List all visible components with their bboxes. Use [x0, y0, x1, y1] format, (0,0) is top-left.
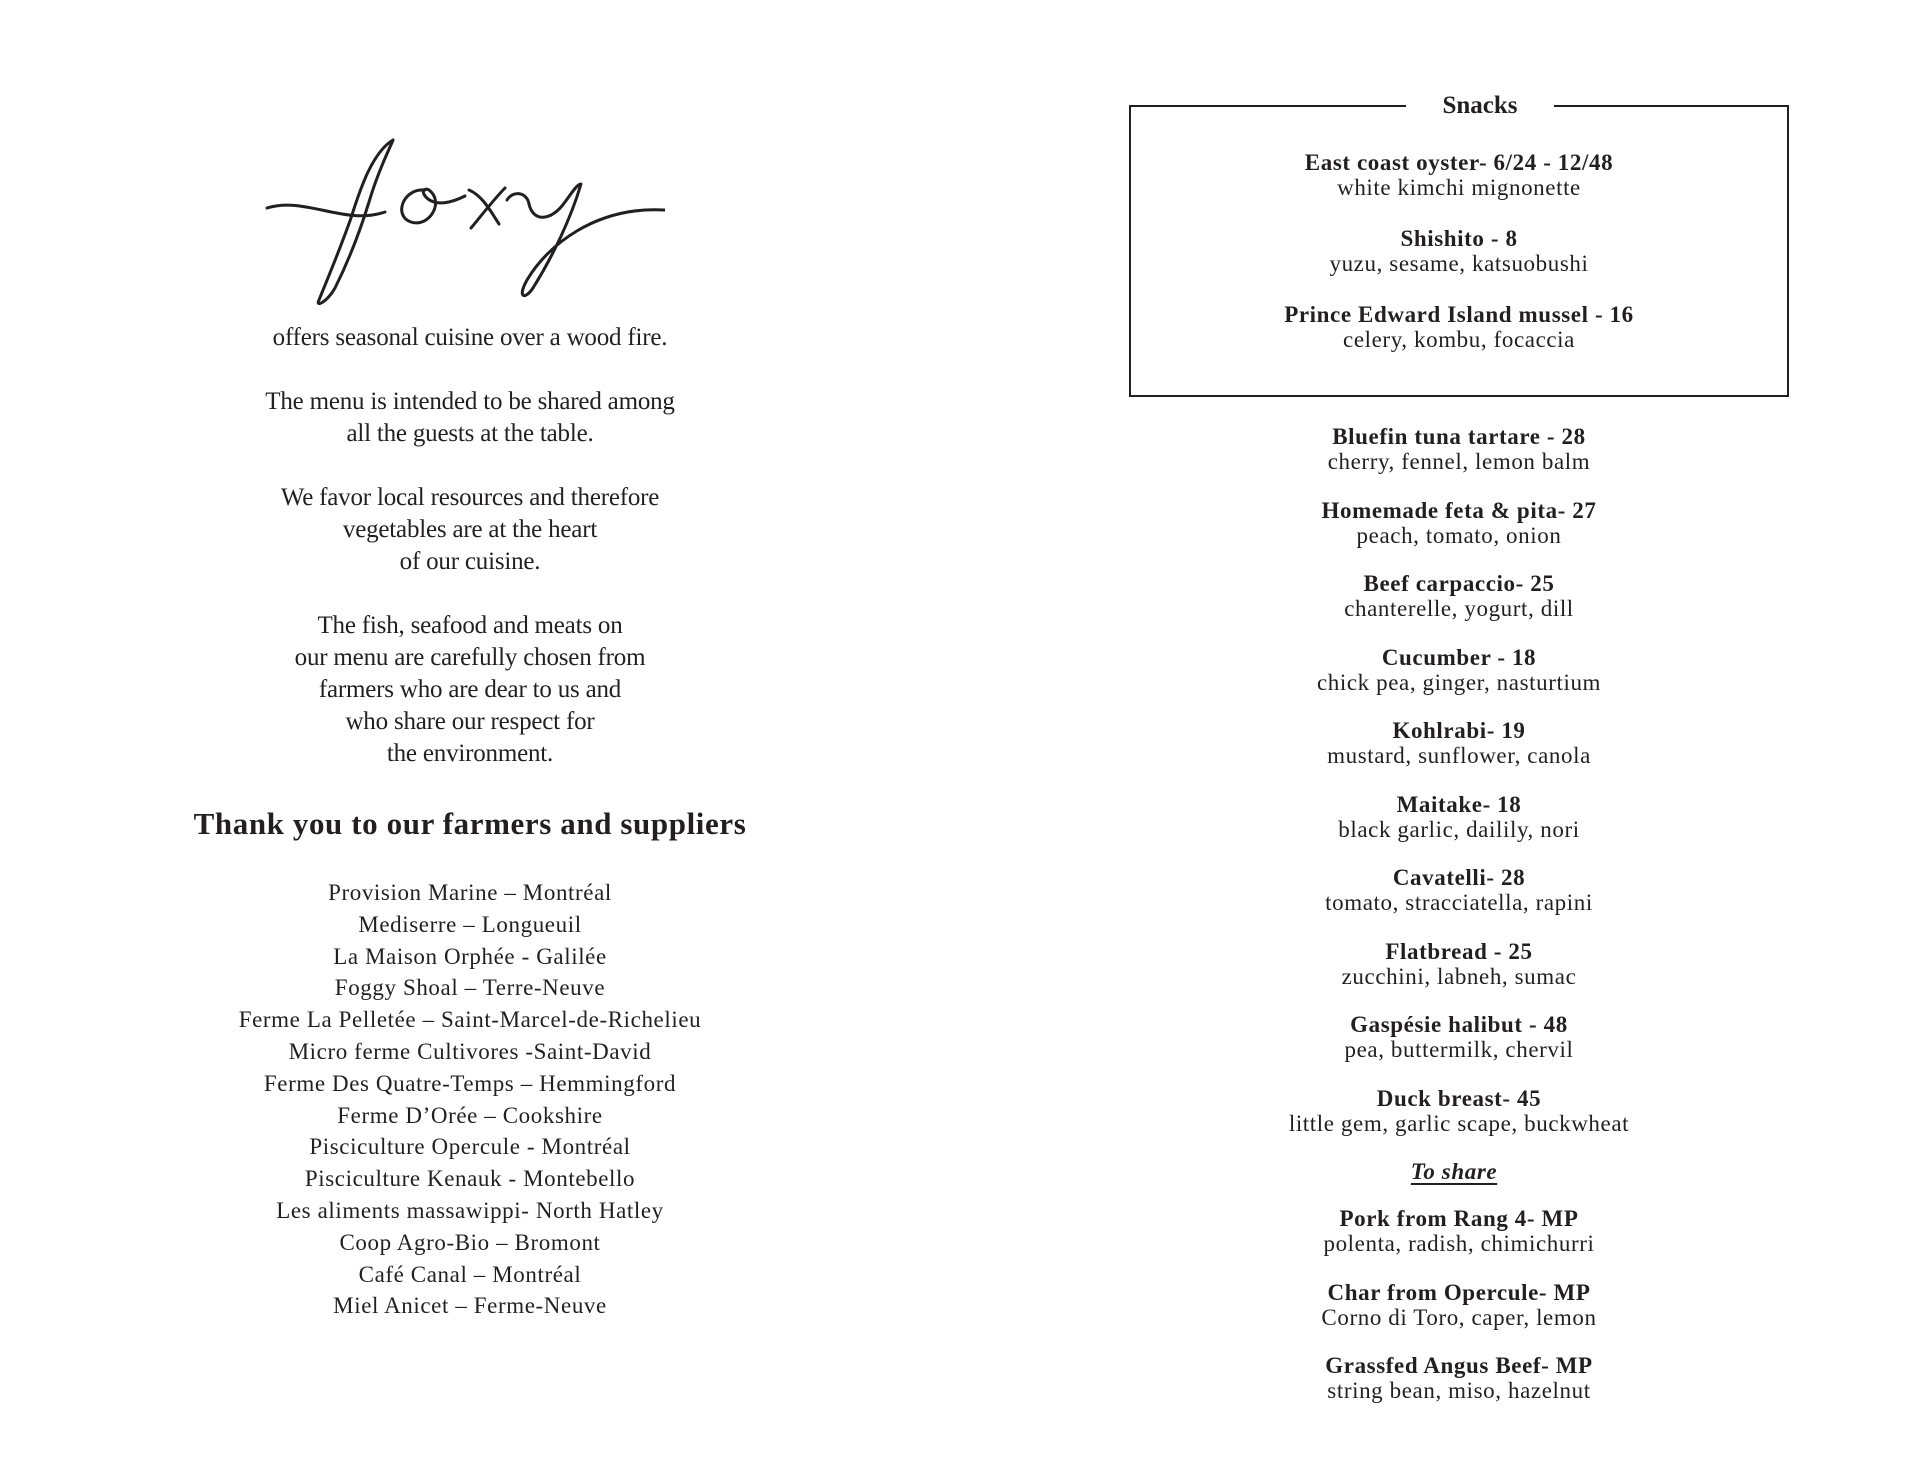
to-share-label: To share [1410, 1159, 1498, 1184]
foxy-logo [265, 138, 665, 308]
menu-item [1129, 571, 1789, 621]
snacks-title: Snacks [1406, 88, 1554, 124]
item-description: yuzu, sesame, katsuobushi [1329, 251, 1589, 276]
menu-item [1129, 865, 1789, 915]
menu-item [1129, 1353, 1789, 1403]
intro-paragraph: The menu is intended to be shared among all the guests at the table. [265, 388, 675, 447]
item-name: Gaspésie halibut - 48 [1350, 1012, 1568, 1037]
menu-item [1129, 302, 1789, 352]
item-description: cherry, fennel, lemon balm [1327, 449, 1591, 474]
supplier-item: Coop Agro-Bio – Bromont [339, 1229, 601, 1255]
menu-item [1129, 1012, 1789, 1062]
item-description: white kimchi mignonette [1337, 175, 1581, 200]
item-description: zucchini, labneh, sumac [1341, 963, 1577, 989]
supplier-item: Micro ferme Cultivores -Saint-David [288, 1038, 652, 1064]
item-name: Shishito - 8 [1400, 226, 1518, 251]
item-name: Grassfed Angus Beef- MP [1325, 1353, 1593, 1378]
main-menu-list [1129, 424, 1789, 1427]
supplier-item: Les aliments massawippi- North Hatley [276, 1197, 664, 1223]
to-share-heading [1129, 1159, 1789, 1185]
item-description: Corno di Toro, caper, lemon [1321, 1304, 1597, 1330]
supplier-item: Foggy Shoal – Terre-Neuve [334, 975, 606, 1001]
intro-text [160, 322, 780, 802]
supplier-item: Mediserre – Longueuil [358, 911, 582, 937]
item-description: mustard, sunflower, canola [1327, 743, 1591, 768]
menu-item [1129, 645, 1789, 695]
supplier-item: Pisciculture Kenauk - Montebello [304, 1166, 636, 1192]
menu-item [1129, 1206, 1789, 1256]
menu-item [1129, 718, 1789, 768]
menu-item [1129, 226, 1789, 276]
menu-item [1129, 150, 1789, 200]
supplier-item: Café Canal – Montréal [358, 1261, 582, 1287]
menu-item [1129, 498, 1789, 548]
item-name: Prince Edward Island mussel - 16 [1284, 302, 1634, 327]
supplier-item: Miel Anicet – Ferme-Neuve [333, 1293, 607, 1319]
item-description: little gem, garlic scape, buckwheat [1288, 1110, 1630, 1136]
menu-item [1129, 792, 1789, 842]
menu-item [1129, 424, 1789, 474]
intro-paragraph: We favor local resources and therefore vegetables are at the heart of our cuisine. [280, 484, 660, 575]
snacks-list [1129, 150, 1789, 378]
item-description: peach, tomato, onion [1356, 522, 1562, 548]
left-panel [160, 0, 780, 1484]
suppliers-list [160, 877, 780, 1322]
intro-paragraph: offers seasonal cuisine over a wood fire. [272, 324, 668, 351]
item-description: string bean, miso, hazelnut [1327, 1378, 1591, 1403]
item-description: chick pea, ginger, nasturtium [1316, 669, 1602, 695]
item-name: East coast oyster- 6/24 - 12/48 [1304, 150, 1614, 175]
item-name: Kohlrabi- 19 [1392, 718, 1526, 743]
item-description: celery, kombu, focaccia [1343, 327, 1575, 352]
item-description: black garlic, dailily, nori [1338, 816, 1580, 842]
intro-paragraph: The fish, seafood and meats on our menu are carefully chosen from farmers who are dear to us and who share our respect for the environment. [294, 612, 646, 767]
menu-item [1129, 1280, 1789, 1330]
item-description: polenta, radish, chimichurri [1323, 1231, 1595, 1256]
item-name: Maitake- 18 [1396, 791, 1522, 817]
menu-item [1129, 1086, 1789, 1136]
item-description: tomato, stracciatella, rapini [1325, 890, 1593, 915]
item-name: Bluefin tuna tartare - 28 [1332, 424, 1586, 449]
supplier-item: La Maison Orphée - Galilée [333, 943, 607, 969]
item-description: chanterelle, yogurt, dill [1344, 596, 1574, 621]
supplier-item: Provision Marine – Montréal [328, 880, 612, 905]
item-name: Flatbread - 25 [1385, 938, 1533, 964]
item-name: Pork from Rang 4- MP [1339, 1206, 1579, 1231]
item-name: Beef carpaccio- 25 [1363, 571, 1555, 596]
supplier-item: Ferme La Pelletée – Saint-Marcel-de-Richelieu [238, 1007, 702, 1033]
supplier-item: Ferme D’Orée – Cookshire [337, 1102, 603, 1128]
menu-item [1129, 939, 1789, 989]
supplier-item: Pisciculture Opercule - Montréal [309, 1134, 631, 1160]
item-name: Cucumber - 18 [1381, 644, 1537, 670]
item-name: Char from Opercule- MP [1327, 1279, 1591, 1305]
item-name: Duck breast- 45 [1376, 1085, 1542, 1111]
item-description: pea, buttermilk, chervil [1344, 1037, 1574, 1062]
supplier-item: Ferme Des Quatre-Temps – Hemmingford [263, 1070, 677, 1096]
item-name: Cavatelli- 28 [1392, 865, 1526, 890]
suppliers-heading: Thank you to our farmers and suppliers [193, 806, 747, 841]
item-name: Homemade feta & pita- 27 [1321, 497, 1597, 523]
